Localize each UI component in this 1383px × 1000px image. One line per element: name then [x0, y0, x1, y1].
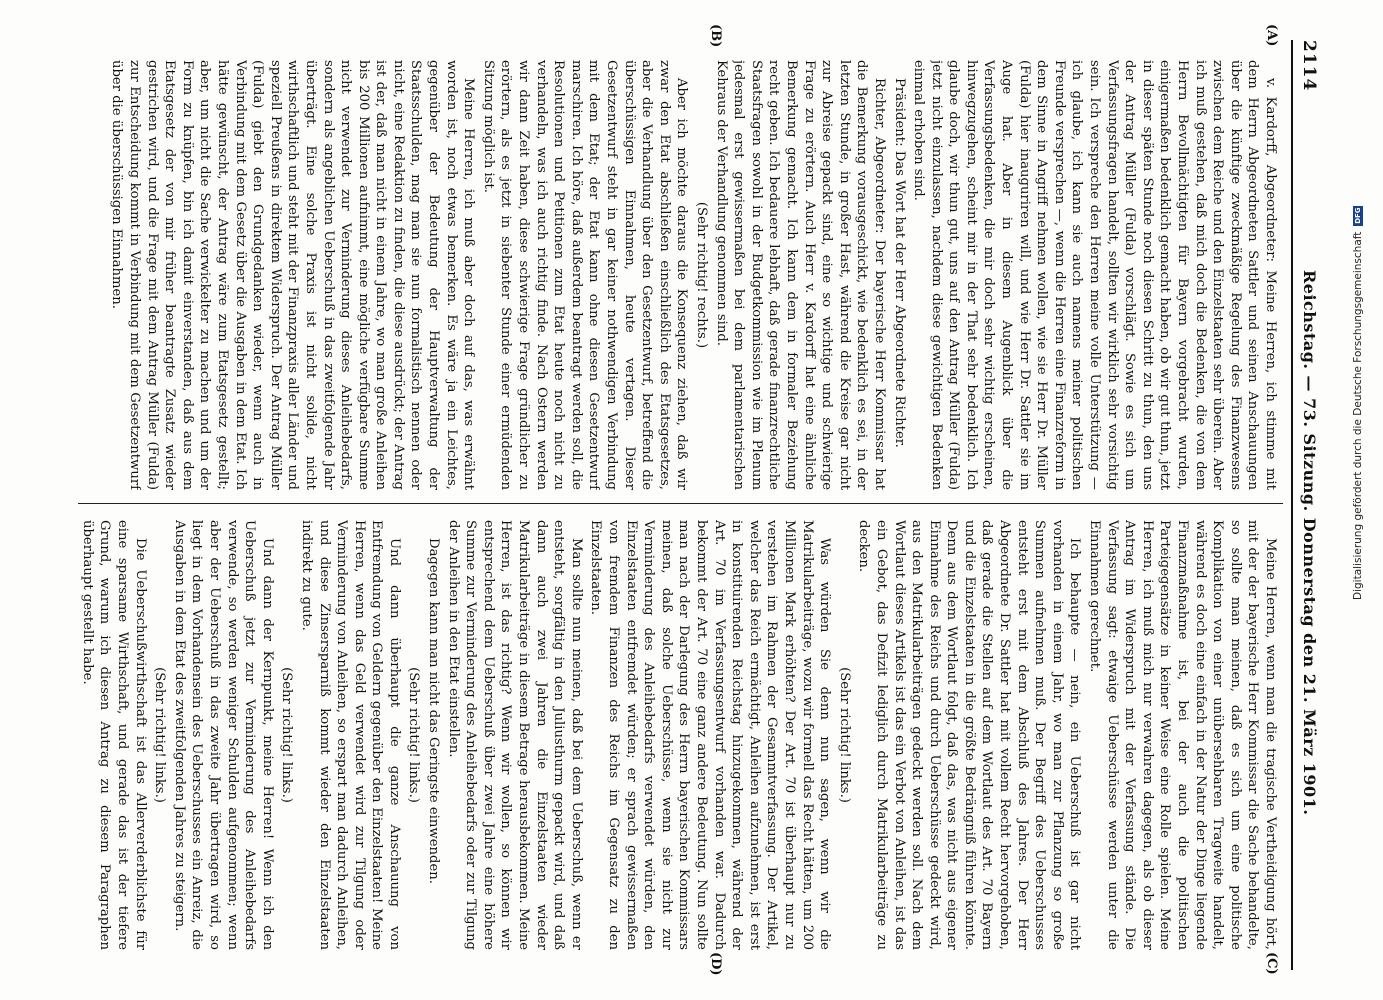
interjection: (Sehr richtig! rechts.) [694, 201, 709, 349]
credit-text: Digitalisierung gefördert durch die Deutsche Forschungsgemeinschaft [1352, 231, 1364, 600]
running-title: Reichstag. — 73. Sitzung. Donnerstag den 21. März 1901. [1300, 270, 1319, 816]
paragraph: v. Kardorff, Abgeordneter: Meine Herren, ich stimme mit dem Herrn Abgeordneten Sattler und seinen Anschauungen über die künftige zweckmäßige Regelung des Finanzwesens zwischen dem Reiche und den Einzelstaaten sehr überein. Aber ich muß gestehen, daß mich doch die Bedenken, die von dem Herrn Bevollmächtigten für Bayern vorgebracht wurden, einigermaßen bedenklich gemacht haben, ob wir gut thun, jetzt in dieser späten Stunde noch diesen Schritt zu thun, den uns der Antrag Müller (Fulda) vorschlägt. Sowie es sich um Verfassungsfragen handelt, sollten wir wirklich sehr vorsichtig sein. Ich verspreche den Herren meine volle Unterstützung — ich glaube, ich kann sie auch namens meiner politischen Freunde versprechen —, wenn die Herren eine Finanzreform in dem Sinne in Angriff nehmen wollen, wie sie Herr Dr. Müller (Fulda) hier inauguriren will, und wie Herr Dr. Sattler sie im Auge hat. Aber in diesem Augenblick über die Verfassungsbedenken, die mir doch sehr wichtig erscheinen, hinwegzugehen, scheint mir in der That sehr bedenklich. Ich glaube doch, wir thun gut, uns auf den Antrag Müller (Fulda) jetzt nicht einzulassen, nachdem diese gewichtigen Bedenken einmal erhoben sind. [911, 60, 1278, 490]
right-column [79, 520, 1279, 950]
margin-mark-d: (D) [708, 952, 723, 976]
header-rule [1291, 40, 1293, 970]
interjection: (Sehr richtig! links.) [152, 667, 168, 803]
paragraph: Was würden Sie denn nun sagen, wenn wir die Matrikularbeiträge, wozu wir formell das Recht hätten, um 200 Millionen Mark erhöhten? Der Art. 70 ist überhaupt nur zu verstehen im Rahmen der Gesammtverfassung. Der Artikel, welcher das Reich ermächtigt, Anleihen aufzunehmen, ist erst in konstituirenden Reichstag hinzugekommen, während der Art. 70 im Verfassungsentwurf vorhanden war. Dadurch bekommt der Art. 70 eine ganz andere Bedeutung. Nun sollte man nach der Darlegung des Herrn bayerischen Kommissars meinen, daß solche Ueberschüsse, wenn sie nicht zur Verminderung des Anleihebedarfs verwendet würden, den Einzelstaaten entfremdet würden; er sprach gewissermaßen von fremdem Finanzen des Reichs im Gegensatz zu den Einzelstaaten. [588, 520, 833, 950]
left-column [79, 60, 1279, 490]
paragraph: Aber ich möchte daraus die Konsequenz ziehen, daß wir zwar den Etat abschließen einschließlich des Etatsgesetzes, aber die Verhandlung über den Gesetzentwurf, betreffend die überschüssigen Einnahmen, heute vertagen. Dieser Gesetzentwurf steht in gar keiner nothwendigen Verbindung mit dem Etat; der Etat kann ohne diesen Gesetzentwurf marschiren. Ich höre, daß außerdem beantragt werden soll, die Resolutionen und Petitionen zum Etat heute noch nicht zu verhandeln, was ich auch richtig finde. Nach Ostern werden wir dann Zeit haben, diese schwierige Frage gründlicher zu erörtern, als es jetzt in siebenter Stunde einer ermüdenden Sitzung möglich ist. [480, 60, 690, 490]
paragraph: Und dann überhaupt die ganze Anschauung von Entfremdung von Geldern gegenüber den Einzelstaaten! Meine Herren, wenn das Geld verwendet wird zur Tilgung oder Verminderung von Anleihen, so erspart man dadurch Anleihen, und diese Zinsersparniß kommt wieder den Einzelstaaten indirekt zu gute. [298, 520, 402, 950]
digitization-credit [1352, 206, 1364, 600]
paragraph: Meine Herren, ich muß aber doch auf das, was erwähnt worden ist, noch etwas bemerken. Es wäre ja ein Leichtes, gegenüber der Bedeutung der Hauptverwaltung der Staatsschulden, mag man sie nun formalistisch nennen oder nicht, eine Redaktion zu finden, die diese ausdrückt; der Antrag ist der, daß man nicht in einem Jahre, wo man große Anleihen bis 200 Millionen aufnimmt, eine mögliche verfügbare Summe nicht verwendet zur Verminderung dieses Anleihebedarfs, sondern als angeblichen Ueberschuß in das zweitfolgende Jahr überträgt. Eine solche Praxis ist nicht solide, nicht wirthschaftlich und steht mit der Finanzpraxis aller Länder und speziell Preußens in direktem Widerspruch. Der Antrag Müller (Fulda) giebt den Grundgedanken wieder, wenn auch in Verbindung mit dem Gesetz über die Ausgaben in dem Etat. Ich hätte gewünscht, der Antrag wäre zum Etatsgesetz gestellt; aber, um nicht die Sache verwickelter zu machen und um der Form zu knüpfen, bin ich damit einverstanden, daß aus dem Etatsgesetz der von mir früher beantragte Zusatz wieder gestrichen wird, und die Frage mit dem Antrag Müller (Fulda) zur Entscheidung kommt in Verbindung mit dem Gesetzentwurf über die überschüssigen Einnahmen. [109, 60, 477, 490]
paragraph: Die Ueberschußwirthschaft ist das Allerverderblichste für eine sparsame Wirthschaft, und gerade das ist der tiefere Grund, warum ich diesen Antrag zu diesem Paragraphen überhaupt gestellt habe. [79, 520, 148, 950]
paragraph: Und dann der Kernpunkt, meine Herren! Wenn ich den Ueberschuß jetzt zur Verminderung des Anleihebedarfs verwende, so werden weniger Schulden aufgenommen; wenn aber der Ueberschuß in das zweite Jahr übertragen wird, so liegt in dem Vorhandensein des Ueberschusses ein Anreiz, die Ausgaben in dem Etat des zweitfolgenden Jahres zu steigern. [171, 520, 275, 950]
page-number: 2114 [1299, 40, 1319, 92]
paragraph: Man sollte nun meinen, daß bei dem Ueberschuß, wenn er entsteht, sorgfältig in den Juliusthurm gepackt wird, und daß dann auch zwei Jahren die Einzelstaaten wieder Matrikularbeiträge in diesem Betrage herausbekommen. Meine Herren, ist das richtig? Wenn wir wollen, so können wir entsprechend dem Ueberschuß über zwei Jahre eine höhere Summe zur Verminderung des Anleihebedarfs oder zur Tilgung der Anleihen in den Etat einstellen. [445, 520, 584, 950]
margin-mark-c: (C) [1264, 952, 1279, 975]
paragraph: Meine Herren, wenn man die tragische Vertheidigung hört, mit der der bayerische Herr Kommissar die Sache behandelte, so sollte man meinen, daß es sich um eine politische Komplikation von einer unübersehbaren Tragweite handelt, während es doch eine einfach in der Natur der Dinge liegende Finanzmaßnahme ist, bei der auch die politischen Parteigegensätze in keiner Weise eine Rolle spielen. Meine Herren, ich muß mich nur verwahren dagegen, als ob dieser Antrag im Widerspruch mit der Verfassung stände. Die Verfassung sagt: etwaige Ueberschüsse werden unter die Einnahmen gerechnet. [1087, 520, 1278, 950]
margin-mark-a: (A) [1264, 24, 1279, 47]
dfg-logo: DFG [1354, 207, 1362, 224]
paragraph: Präsident: Das Wort hat der Herr Abgeordnete Richter. [891, 78, 907, 448]
paragraph: Richter, Abgeordneter: Der bayerische Herr Kommissar hat die Bemerkung vorausgeschickt, wie bedenklich es sei, in der letzten Stunde, in großer Hast, während die Kreise gar nicht zur Abreise gepackt sind, eine so wichtige und schwierige Frage zu erörtern. Auch Herr v. Kardorff hat eine ähnliche Bemerkung gemacht. Ich kann dem in formaler Beziehung recht geben. Ich bedauere lebhaft, daß gerade finanzrechtliche Staatsfragen sowohl in der Budgetkommission wie im Plenum jedesmal erst gewissermaßen bei dem parlamentarischen Kehraus der Verhandlung genommen sind. [713, 60, 887, 490]
interjection: (Sehr richtig! links.) [836, 667, 852, 803]
running-header [1287, 40, 1323, 970]
paragraph: Ich behaupte — nein, ein Ueberschuß ist gar nicht vorhanden in einem Jahr, wo man zur Pflanzung so große Summen aufnehmen muß. Der Begriff des Ueberschusses entsteht erst mit dem Abschluß des Jahres. Der Herr Abgeordnete Dr. Sattler hat mit vollem Recht hervorgehoben, daß gerade die Stellen auf dem Wortlaut des Art. 70 Bayern und die Einzelstaaten in die größte Bedrängniß führen könnte. Denn aus dem Wortlaut folgt, daß das, was nicht aus eigener Einnahme des Reichs und durch Ueberschüsse gedeckt wird, aus den Matrikularbeiträgen gedeckt werden soll. Nach dem Wortlaut dieses Artikels ist das ein Verbot von Anleihen, ist das ein Gebot, das Defizit lediglich durch Matrikularbeiträge zu decken. [856, 520, 1083, 950]
column-divider [78, 503, 1283, 504]
paragraph: Dagegen kann man nicht das Geringste einwenden. [426, 538, 442, 884]
margin-mark-b: (B) [708, 24, 723, 48]
newspaper-sheet [63, 24, 1323, 976]
interjection: (Sehr richtig! links.) [279, 667, 295, 803]
interjection: (Sehr richtig! links.) [406, 667, 422, 803]
